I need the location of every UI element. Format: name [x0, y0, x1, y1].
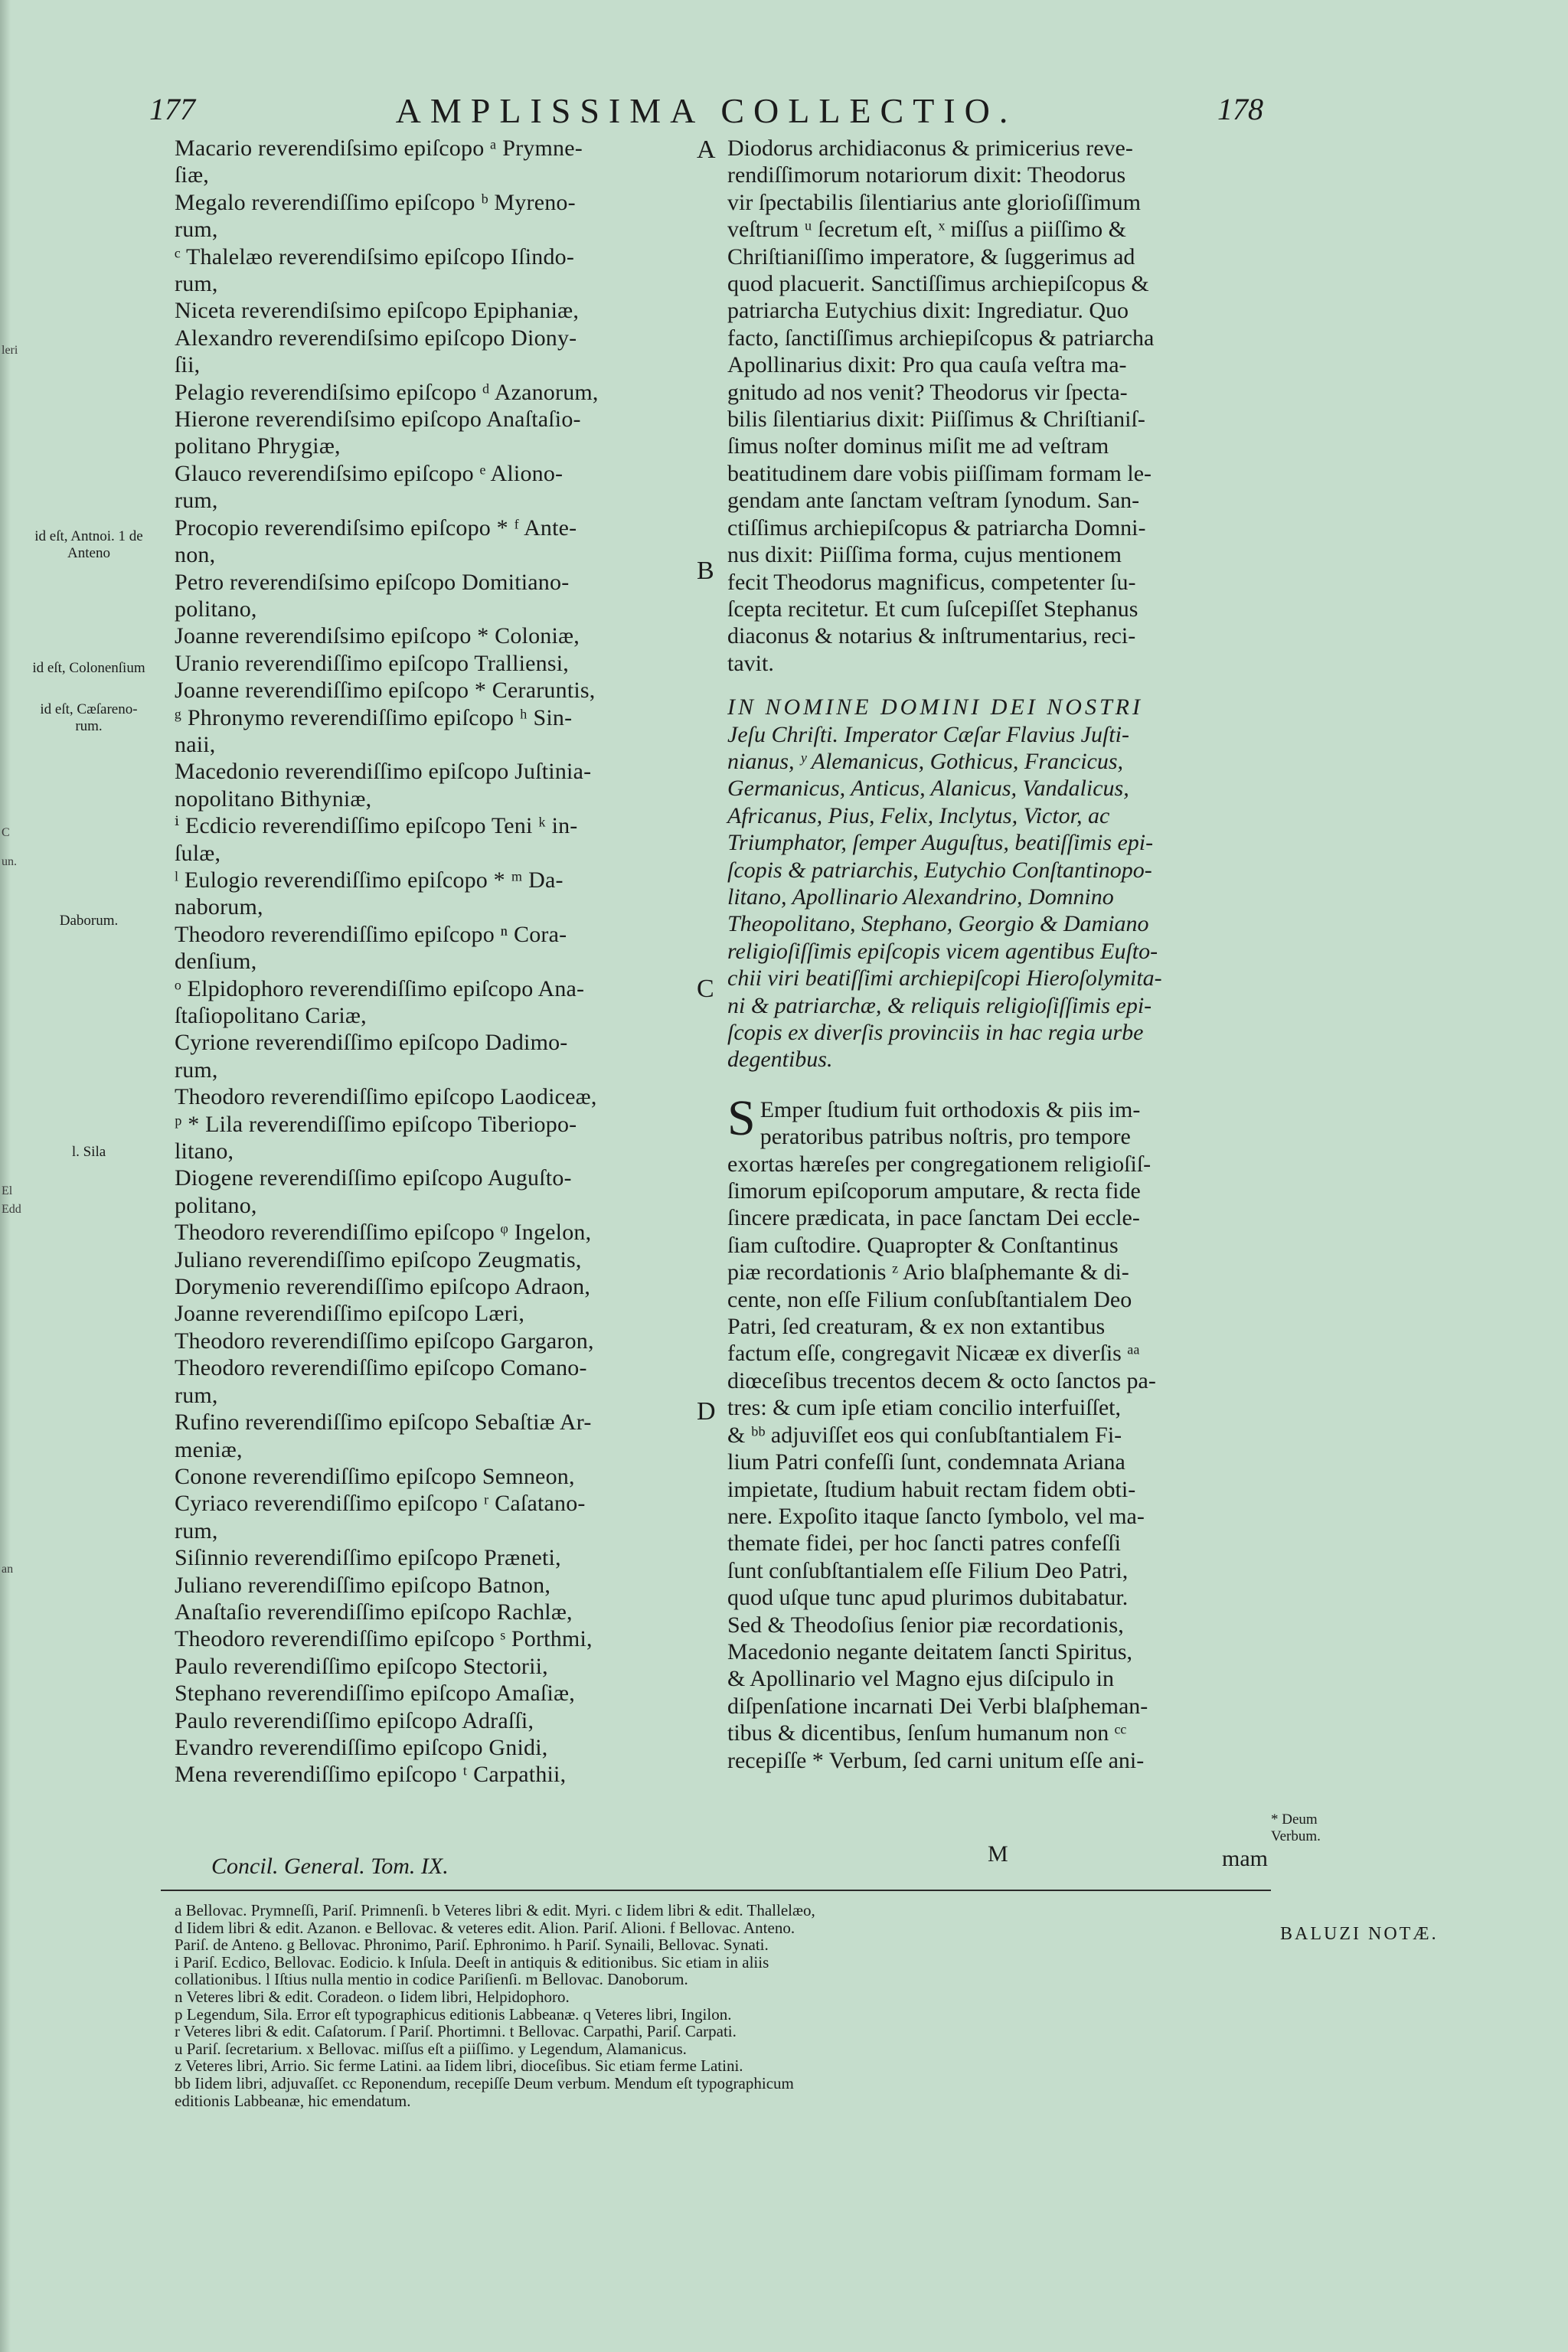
footnote-line: a Bellovac. Prymneſſi, Pariſ. Primnenſi. b Veteres libri & edit. Myri. c Iidem libri & edit. Thallelæo,	[175, 1901, 815, 1919]
intro-line: facto, ſanctiſſimus archiepiſcopus & patriarcha	[727, 325, 1155, 351]
edict-line: ſiam cuſtodire. Quapropter & Conſtantinus	[727, 1232, 1119, 1258]
intro-line: ctiſſimus archiepiſcopus & patriarcha Domni-	[727, 514, 1146, 541]
bishop-list-line: rum,	[175, 271, 218, 297]
intro-line: quod placuerit. Sanctiſſimus archiepiſcopus &	[727, 271, 1149, 297]
edict-line: tres: & cum ipſe etiam concilio interfuiſſet,	[727, 1395, 1122, 1421]
intro-line: Diodorus archidiaconus & primicerius reve-	[727, 136, 1133, 161]
intro-line: ſcepta recitetur. Et cum ſuſcepiſſet Stephanus	[727, 596, 1138, 622]
intro-line: rendiſſimorum notariorum dixit: Theodorus	[727, 162, 1126, 188]
left-margin-note: l. Sila	[71, 1144, 106, 1160]
bishop-list-line: rum,	[175, 1382, 218, 1408]
bishop-list-line: politano,	[175, 596, 257, 622]
baluzi-notes-label: BALUZI NOTÆ.	[1280, 1924, 1439, 1944]
heading-line: degentibus.	[727, 1047, 833, 1073]
bishop-list-line: Megalo reverendiſſimo epiſcopo ᵇ Myreno-	[175, 189, 576, 215]
bishop-list-line: politano,	[175, 1192, 257, 1218]
bishop-list-line: ſii,	[175, 352, 201, 378]
heading-line: Africanus, Pius, Felix, Inclytus, Victor, ac	[727, 802, 1110, 828]
intro-line: fecit Theodorus magnificus, competenter ſu-	[727, 569, 1136, 595]
intro-line: gnitudo ad nos venit? Theodorus vir ſpecta-	[727, 379, 1128, 405]
edict-line: Emper ſtudium fuit orthodoxis & piis im-	[760, 1096, 1141, 1122]
edict-line: & Apollinario vel Magno ejus diſcipulo in	[727, 1666, 1114, 1692]
section-letter-c: C	[697, 975, 714, 1003]
bishop-list-line: Diogene reverendiſſimo epiſcopo Auguſto-	[175, 1165, 572, 1191]
intro-line: vir ſpectabilis ſilentiarius ante glorioſiſſimum	[727, 189, 1141, 215]
bishop-list-line: Theodoro reverendiſſimo epiſcopo Gargaron,	[175, 1328, 594, 1354]
left-margin-note: id eſt, Antnoi. 1 de Anteno	[34, 528, 143, 561]
drop-capital: S	[727, 1089, 756, 1146]
bishop-list-line: Joanne reverendiſſimo epiſcopo * Ceraruntis,	[175, 678, 596, 704]
bishop-list-line: ſulæ,	[175, 840, 221, 866]
bishop-list-line: Cyriaco reverendiſſimo epiſcopo ʳ Caſatano-	[175, 1491, 586, 1517]
bishop-list-line: Theodoro reverendiſſimo epiſcopo Laodiceæ,	[175, 1084, 597, 1110]
bishop-list-line: Pelagio reverendiſsimo epiſcopo ᵈ Azanorum,	[175, 379, 599, 405]
intro-line: beatitudinem dare vobis piiſſimam formam le-	[727, 460, 1152, 486]
heading-line: Triumphator, ſemper Auguſtus, beatiſſimis epi-	[727, 830, 1154, 856]
bishop-list-line: Theodoro reverendiſſimo epiſcopo ˢ Porthmi,	[175, 1626, 593, 1652]
bishop-list-line: ᶜ Thalelæo reverendiſsimo epiſcopo Iſindo-	[175, 243, 575, 270]
footnote-line: n Veteres libri & edit. Coradeon. o Iidem libri, Helpidophoro.	[175, 1987, 570, 2006]
running-title: AMPLISSIMA COLLECTIO.	[395, 91, 1018, 130]
bishop-list-line: ſiæ,	[175, 162, 209, 188]
bishop-list-line: non,	[175, 542, 216, 568]
bishop-list-line: Glauco reverendiſsimo epiſcopo ᵉ Aliono-	[175, 460, 564, 486]
heading-line: litano, Apollinario Alexandrino, Domnino	[727, 884, 1114, 910]
intro-line: Apollinarius dixit: Pro qua cauſa veſtra ma-	[727, 352, 1127, 378]
edge-fragment: an	[2, 1563, 14, 1576]
bishop-list-line: naii,	[175, 731, 216, 757]
bishop-list-line: Evandro reverendiſſimo epiſcopo Gnidi,	[175, 1734, 548, 1760]
edict-line: themate fidei, per hoc ſancti patres confeſſi	[727, 1530, 1121, 1557]
heading-line: ſcopis ex diverſis provinciis in hac regia urbe	[727, 1020, 1144, 1045]
edict-line: recepiſſe * Verbum, ſed carni unitum eſſe ani-	[727, 1747, 1145, 1773]
bishop-list-line: Joanne reverendiſſimo epiſcopo Læri,	[175, 1301, 525, 1327]
bishop-list-line: nopolitano Bithyniæ,	[175, 786, 372, 812]
bishop-list-line: denſium,	[175, 949, 257, 975]
left-margin-note: Daborum.	[59, 913, 119, 929]
edict-line: Patri, ſed creaturam, & ex non extantibus	[727, 1314, 1106, 1340]
edge-fragment: Edd	[2, 1203, 21, 1216]
bishop-list-line: Mena reverendiſſimo epiſcopo ᵗ Carpathii,	[175, 1762, 567, 1788]
edge-fragment: El	[2, 1184, 13, 1197]
footnote-line: Pariſ. de Anteno. g Bellovac. Phronimo, Pariſ. Ephronimo. h Pariſ. Synaili, Bellovac. Synati.	[175, 1936, 769, 1955]
footnote-line: p Legendum, Sila. Error eſt typographicus editionis Labbeanæ. q Veteres libri, Ingilon.	[175, 2004, 732, 2024]
bishop-list-line: Petro reverendiſsimo epiſcopo Domitiano-	[175, 569, 570, 595]
bishop-list-line: Niceta reverendiſsimo epiſcopo Epiphaniæ,	[175, 298, 580, 324]
bishop-list-line: Procopio reverendiſsimo epiſcopo * ᶠ Ante-	[175, 514, 577, 541]
bishop-list-line: meniæ,	[175, 1436, 243, 1462]
edict-heading	[727, 694, 1256, 1073]
edict-line: Macedonio negante deitatem ſancti Spiritus,	[727, 1638, 1133, 1664]
edict-line: exortas hæreſes per congregationem religioſiſ-	[727, 1151, 1152, 1177]
heading-line: religioſiſſimis epiſcopis vicem agentibus Euſto-	[727, 938, 1158, 964]
edict-line: Sed & Theodoſius ſenior piæ recordationis,	[727, 1612, 1124, 1638]
heading-line: ſcopis & patriarchis, Eutychio Conſtantinopo-	[727, 857, 1152, 883]
bishop-list-line: Joanne reverendiſsimo epiſcopo * Coloniæ,	[175, 623, 580, 649]
intro-line: tavit.	[727, 650, 774, 676]
edict-line: diœceſibus trecentos decem & octo ſanctos pa-	[727, 1367, 1156, 1393]
intro-line: veſtrum ᵘ ſecretum eſt, ˣ miſſus a piiſſimo &	[727, 217, 1126, 243]
edict-line: ſunt conſubſtantialem eſſe Filium Deo Patri,	[727, 1557, 1129, 1583]
heading-line: Germanicus, Anticus, Alanicus, Vandalicus,	[727, 776, 1129, 802]
edict-line: peratoribus patribus noſtris, pro tempore	[760, 1124, 1131, 1150]
volume-signature: Concil. General. Tom. IX.	[211, 1854, 449, 1879]
intro-line: diaconus & notarius & inſtrumentarius, reci-	[727, 623, 1136, 649]
bishop-list-line: Theodoro reverendiſſimo epiſcopo ᵠ Ingelon,	[175, 1220, 592, 1246]
left-page-number: 177	[149, 92, 195, 126]
catchword: mam	[1222, 1846, 1268, 1871]
bishop-list-line: ſtaſiopolitano Cariæ,	[175, 1003, 367, 1028]
heading-line: nianus, ʸ Alemanicus, Gothicus, Francicus,	[727, 748, 1124, 774]
section-letter-d: D	[697, 1397, 716, 1426]
bishop-list-line: Macario reverendiſsimo epiſcopo ᵃ Prymne-	[175, 136, 583, 161]
edge-fragment: un.	[2, 855, 17, 868]
right-page-number: 178	[1217, 92, 1263, 126]
footnotes	[175, 1902, 1277, 2109]
bishop-list-line: Anaſtaſio reverendiſſimo epiſcopo Rachlæ,	[175, 1599, 573, 1625]
bishop-list-line: Juliano reverendiſſimo epiſcopo Zeugmatis,	[175, 1246, 582, 1272]
edict-line: factum eſſe, congregavit Nicææ ex diverſis ᵃᵃ	[727, 1341, 1140, 1367]
bishop-list-line: Macedonio reverendiſſimo epiſcopo Juſtinia-	[175, 759, 592, 785]
bishop-list-line: ᵒ Elpidophoro reverendiſſimo epiſcopo Ana-	[175, 975, 585, 1001]
bishop-list-line: Rufino reverendiſſimo epiſcopo Sebaſtiæ Ar-	[175, 1410, 592, 1436]
bishop-list-line: Juliano reverendiſſimo epiſcopo Batnon,	[175, 1572, 551, 1598]
edict-line: tibus & dicentibus, ſenſum humanum non ᶜᶜ	[727, 1720, 1127, 1746]
section-letter-b: B	[697, 557, 714, 585]
footnote-line: i Pariſ. Ecdico, Bellovac. Eodicio. k Inſula. Deeſt in antiquis & editionibus. Sic etiam in aliis	[175, 1952, 769, 1971]
bishop-list-line: Stephano reverendiſſimo epiſcopo Amaſiæ,	[175, 1681, 575, 1707]
bishop-list-line: Cyrione reverendiſſimo epiſcopo Dadimo-	[175, 1030, 568, 1056]
heading-line: IN NOMINE DOMINI DEI NOSTRI	[727, 694, 1143, 720]
footnote-line: d Iidem libri & edit. Azanon. e Bellovac. & veteres edit. Alion. Pariſ. Alioni. f Bellovac. Anteno.	[175, 1918, 795, 1937]
page-header	[149, 90, 1263, 136]
bishop-list-line: rum,	[175, 1517, 218, 1544]
edict-line: quod uſque tunc apud plurimos dubitabatur.	[727, 1585, 1129, 1611]
heading-line: Theopolitano, Stephano, Georgio & Damiano	[727, 911, 1149, 937]
intro-line: bilis ſilentiarius dixit: Piiſſimus & Chriſtianiſ-	[727, 407, 1145, 433]
right-margin-note: * Deum Verbum.	[1271, 1811, 1321, 1844]
intro-line: Chriſtianiſſimo imperatore, & ſuggerimus ad	[727, 243, 1135, 270]
edict-line: diſpenſatione incarnati Dei Verbi blaſpheman-	[727, 1693, 1148, 1719]
footnote-line: editionis Labbeanæ, hic emendatum.	[175, 2091, 411, 2110]
intro-line: gendam ante ſanctam veſtram ſynodum. San-	[727, 488, 1140, 514]
intro-line: patriarcha Eutychius dixit: Ingrediatur. Quo	[727, 298, 1129, 324]
right-column	[727, 135, 1256, 1774]
edge-fragment: C	[2, 826, 10, 839]
intro-line: ſimus noſter dominus miſit me ad veſtram	[727, 433, 1109, 459]
bishop-list-line: Theodoro reverendiſſimo epiſcopo ⁿ Cora-	[175, 921, 567, 947]
bishop-list-line: ᵖ * Lila reverendiſſimo epiſcopo Tiberiopo-	[175, 1111, 577, 1137]
bishop-list-line: Paulo reverendiſſimo epiſcopo Adraſſi,	[175, 1707, 534, 1733]
edict-line: nere. Expoſito itaque ſancto ſymbolo, vel ma-	[727, 1503, 1145, 1529]
footnote-line: r Veteres libri & edit. Caſatorum. ſ Pariſ. Phortimni. t Bellovac. Carpathi, Pariſ. Carpati.	[175, 2022, 737, 2041]
bishop-list-line: litano,	[175, 1138, 234, 1165]
edict-line: ſimorum epiſcoporum amputare, & recta fide	[727, 1178, 1141, 1204]
bishop-list-line: Paulo reverendiſſimo epiſcopo Stectorii,	[175, 1653, 548, 1679]
bishop-list-line: Hierone reverendiſsimo epiſcopo Anaſtaſio-	[175, 407, 581, 433]
bishop-list-line: Conone reverendiſſimo epiſcopo Semneon,	[175, 1463, 575, 1489]
bishop-list-line: Theodoro reverendiſſimo epiſcopo Comano-	[175, 1355, 587, 1381]
bishop-list-line: politano Phrygiæ,	[175, 433, 341, 459]
left-margin-note: id eſt, Cæſareno-rum.	[40, 701, 138, 734]
edict-line: ſincere prædicata, in pace ſanctam Dei eccle-	[727, 1205, 1140, 1231]
left-margin-note: id eſt, Colonenſium	[32, 660, 145, 676]
heading-line: Jeſu Chriſti. Imperator Cæſar Flavius Juſti-	[727, 721, 1129, 747]
edict-line: cente, non eſſe Filium conſubſtantialem Deo	[727, 1286, 1132, 1312]
footnote-line: u Pariſ. ſecretarium. x Bellovac. miſſus eſt a piiſſimo. y Legendum, Alamanicus.	[175, 2039, 687, 2058]
heading-line: ni & patriarchæ, & reliquis religioſiſſimis epi-	[727, 992, 1152, 1018]
bishop-list-line: Siſinnio reverendiſſimo epiſcopo Præneti,	[175, 1545, 561, 1571]
footnote-line: bb Iidem libri, adjuvaſſet. cc Reponendum, recepiſſe Deum verbum. Mendum eſt typographicum	[175, 2073, 794, 2092]
bishop-list-line: rum,	[175, 1057, 218, 1083]
edict-text	[727, 1089, 1256, 1774]
heading-line: chii viri beatiſſimi archiepiſcopi Hieroſolymita-	[727, 965, 1162, 991]
bishop-list-line: ˡ Eulogio reverendiſſimo epiſcopo * ᵐ Da-	[175, 867, 564, 893]
bishop-list-line: Uranio reverendiſſimo epiſcopo Tralliensi,	[175, 650, 569, 676]
bishop-list-line: Alexandro reverendiſsimo epiſcopo Diony-	[175, 325, 577, 351]
bishop-list-line: rum,	[175, 488, 218, 514]
footnote-rule	[161, 1890, 1271, 1891]
intro-paragraph	[727, 135, 1256, 677]
edge-fragment: leri	[2, 344, 18, 357]
footnote-line: collationibus. l Iſtius nulla mentio in codice Pariſienſi. m Bellovac. Danoborum.	[175, 1970, 688, 1989]
bishop-list-line: Dorymenio reverendiſſimo epiſcopo Adraon,	[175, 1274, 591, 1300]
bishop-list-line: naborum,	[175, 894, 263, 920]
bishop-list-line: ᵍ Phronymo reverendiſſimo epiſcopo ʰ Sin-	[175, 704, 573, 730]
bishop-list-line: rum,	[175, 217, 218, 243]
footnote-line: z Veteres libri, Arrio. Sic ferme Latini. aa Iidem libri, dioceſibus. Sic etiam ferme Latini.	[175, 2056, 743, 2076]
section-letter-a: A	[697, 136, 716, 164]
edict-line: lium Patri confeſſi ſunt, condemnata Ariana	[727, 1449, 1125, 1475]
edict-line: impietate, ſtudium habuit rectam fidem obti-	[727, 1476, 1136, 1502]
left-column	[175, 135, 688, 1788]
edict-line: & ᵇᵇ adjuviſſet eos qui conſubſtantialem Fi-	[727, 1422, 1122, 1448]
bishop-list-line: ⁱ Ecdicio reverendiſſimo epiſcopo Teni ᵏ in-	[175, 813, 578, 839]
edict-line: piæ recordationis ᶻ Ario blaſphemante & di-	[727, 1259, 1129, 1285]
gathering-signature: M	[988, 1841, 1008, 1867]
intro-line: nus dixit: Piiſſima forma, cujus mentionem	[727, 542, 1122, 568]
